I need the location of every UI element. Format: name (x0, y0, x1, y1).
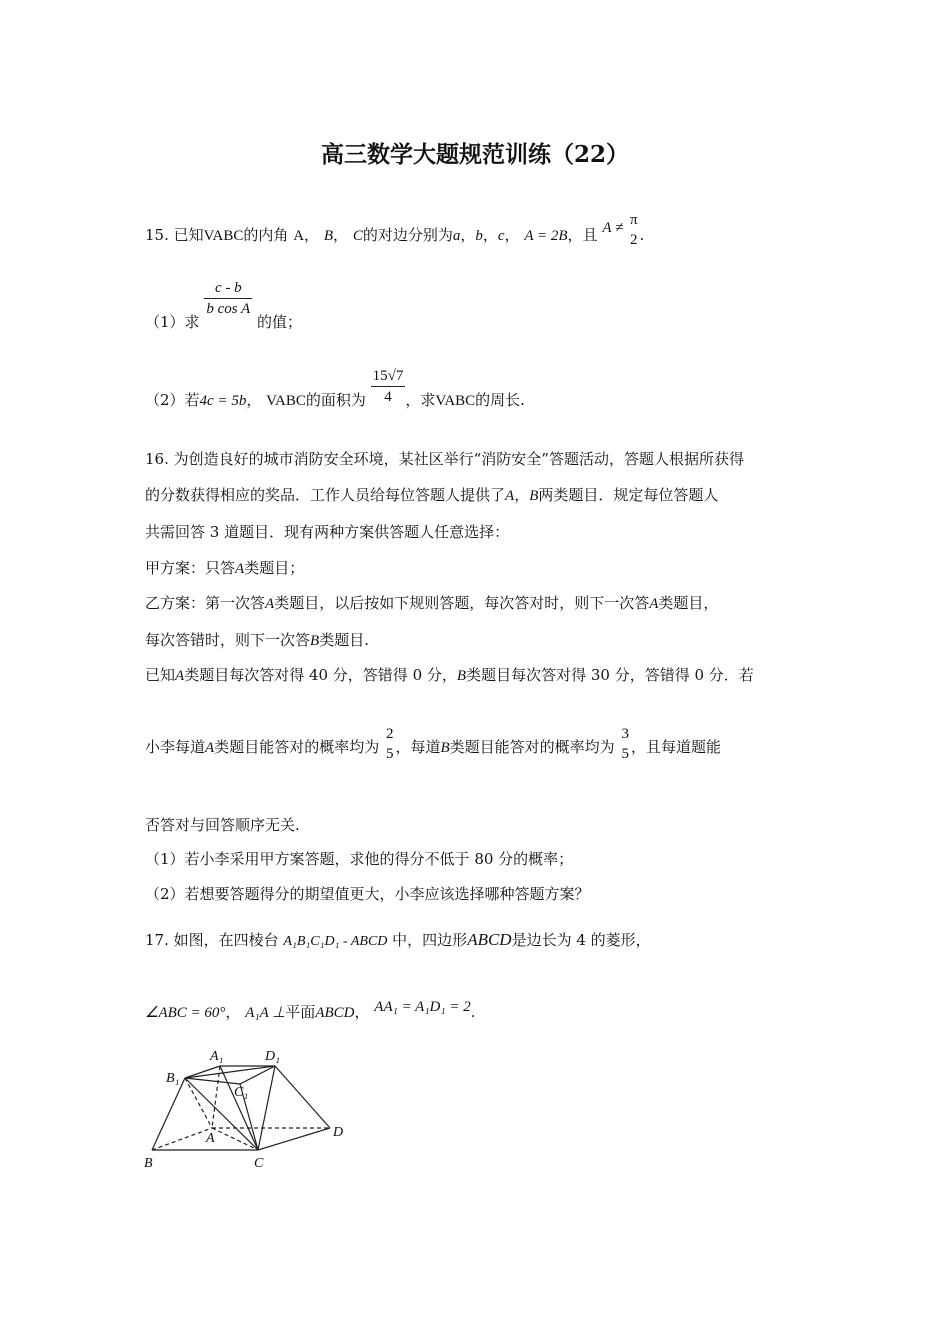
q16-probability: 小李每道A类题目能答对的概率均为 2 5 ，每道B类题目能答对的概率均为 3 5 ，且每道题能 (145, 726, 721, 762)
q15-statement: 15. 已知VABC的内角 A， B， C的对边分别为a，b，c， A = 2B，且 A ≠ π 2 . (145, 212, 645, 248)
q16-line1: 16. 为创造良好的城市消防安全环境，某社区举行“消防安全”答题活动，答题人根据所获得 (145, 450, 744, 468)
q15-part1: （1）求 $\frac{c - b}{\text{b cos A}}$ 的值； (145, 280, 303, 331)
q16-plan-b-line1: 乙方案：第一次答A类题目，以后按如下规则答题，每次答对时，则下一次答A类题目， (145, 594, 719, 612)
q16-part1: （1）若小李采用甲方案答题，求他的得分不低于 80 分的概率； (145, 850, 574, 868)
q16-line2: 的分数获得相应的奖品．工作人员给每位答题人提供了A，B两类题目．规定每位答题人 (145, 486, 719, 504)
q16-known: 已知A类题目每次答对得 40 分，答错得 0 分，B类题目每次答对得 30 分，答错得 0 分．若 (145, 666, 754, 684)
q17-conditions: ∠ABC = 60°， A₁A ⊥平面ABCD， AA₁ = A₁D₁ = 2. (145, 999, 476, 1021)
q16-part2: （2）若想要答题得分的期望值更大，小李应该选择哪种答题方案？ (145, 885, 590, 903)
label-a: A (206, 1131, 215, 1146)
label-c1: C₁ (234, 1085, 249, 1100)
label-a1: A₁ (210, 1049, 224, 1064)
q17-statement: 17. 如图，在四棱台 A₁B₁C₁D₁ - ABCD 中，四边形ABCD是边长为 4 的菱形， (145, 930, 651, 949)
label-d: D (333, 1125, 344, 1140)
label-c: C (254, 1156, 264, 1171)
q16-plan-b-line2: 每次答错时，则下一次答B类题目. (145, 631, 369, 649)
q16-plan-a: 甲方案：只答A类题目； (145, 559, 305, 577)
page-title: 高三数学大题规范训练（22） (320, 141, 629, 168)
label-b1: B₁ (166, 1071, 180, 1086)
q16-line3: 共需回答 3 道题目．现有两种方案供答题人任意选择： (145, 523, 510, 541)
frustum-figure (140, 1040, 355, 1180)
label-d1: D₁ (265, 1049, 280, 1064)
label-b: B (144, 1156, 153, 1171)
q16-prob-line2: 否答对与回答顺序无关. (145, 816, 300, 834)
q15-part2: （2）若4c = 5b， VABC的面积为 $\frac{15√7}{4}$ ，求VABC的周长. (145, 368, 525, 409)
